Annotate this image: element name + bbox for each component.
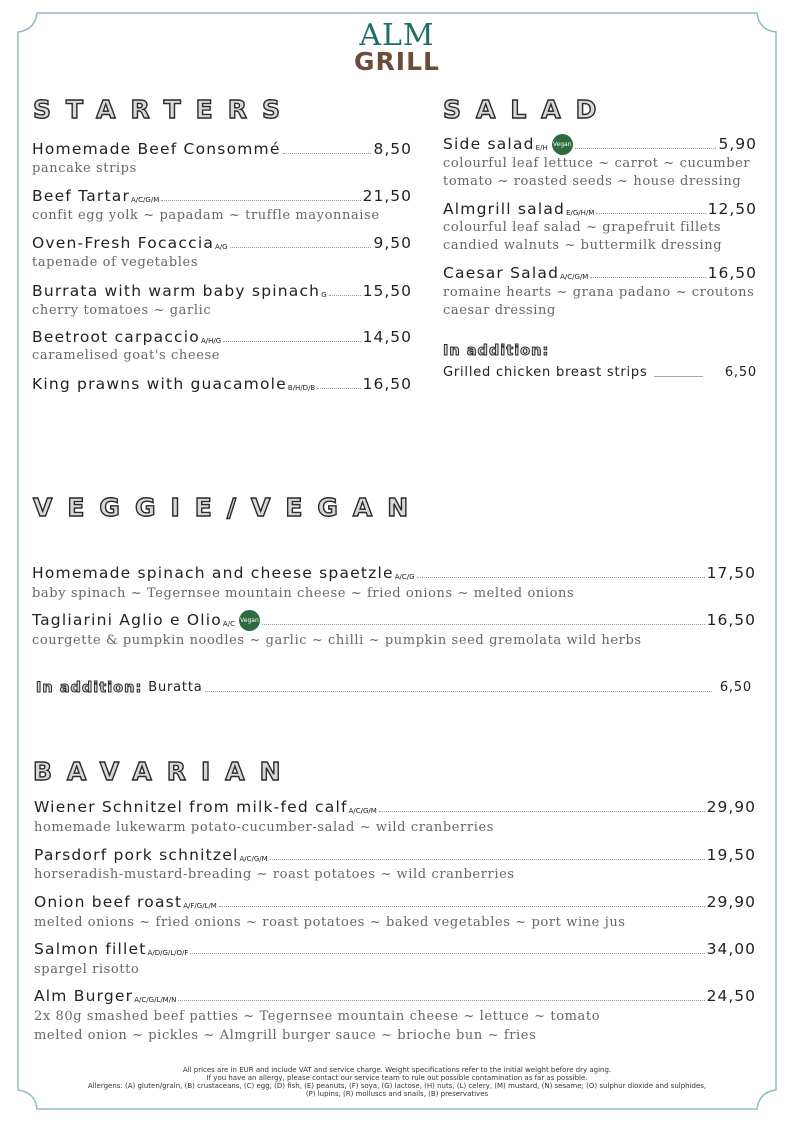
menu-item xyxy=(34,890,756,912)
logo-alm: ALM xyxy=(359,18,435,53)
leader-dots xyxy=(575,148,717,149)
allergen-codes: A/C/G/L/M/N xyxy=(134,996,177,1004)
item-price: 15,50 xyxy=(362,282,412,300)
item-name: Parsdorf pork schnitzel xyxy=(34,846,239,864)
leader-dots xyxy=(190,953,704,954)
item-name: Almgrill salad xyxy=(443,200,566,218)
allergen-codes: E/H xyxy=(535,144,548,152)
veggie-addition-row xyxy=(36,677,752,697)
item-name: Alm Burger xyxy=(34,987,134,1005)
vegan-badge-icon: Vegan xyxy=(239,610,260,631)
salad-addition-label: In addition: xyxy=(443,343,550,359)
menu-item xyxy=(32,325,412,347)
item-name: Homemade spinach and cheese spaetzle xyxy=(32,564,394,582)
item-name: Wiener Schnitzel from milk-fed calf xyxy=(34,798,348,816)
item-price: 14,50 xyxy=(362,328,412,346)
item-name: Tagliarini Aglio e Olio xyxy=(32,611,222,629)
item-price: 24,50 xyxy=(706,987,756,1005)
item-description: baby spinach ~ Tegernsee mountain cheese ~ fried onions ~ melted onions xyxy=(32,586,575,601)
item-description: caramelised goat's cheese xyxy=(32,348,221,363)
item-name: Onion beef roast xyxy=(34,893,183,911)
leader-dots xyxy=(317,388,360,389)
leader-dots xyxy=(379,811,705,812)
item-description: melted onion ~ pickles ~ Almgrill burger sauce ~ brioche bun ~ fries xyxy=(34,1028,537,1043)
item-price: 29,90 xyxy=(706,893,756,911)
menu-item xyxy=(32,231,412,253)
item-price: 17,50 xyxy=(706,564,756,582)
item-price: 16,50 xyxy=(706,611,756,629)
item-description: horseradish-mustard-breading ~ roast potatoes ~ wild cranberries xyxy=(34,867,515,882)
leader-dots xyxy=(205,691,712,692)
bavarian-heading: BAVARIAN xyxy=(33,757,296,786)
leader-dots xyxy=(283,153,372,154)
allergen-codes: A/H/G xyxy=(200,337,222,345)
item-price: 12,50 xyxy=(707,200,757,218)
menu-item xyxy=(32,279,412,301)
item-price: 8,50 xyxy=(373,140,412,158)
menu-item xyxy=(32,184,412,206)
menu-item xyxy=(34,937,756,959)
menu-item xyxy=(34,795,756,817)
item-name: Homemade Beef Consommé xyxy=(32,140,281,158)
item-price: 16,50 xyxy=(707,264,757,282)
leader-dots xyxy=(596,213,705,214)
leader-dots xyxy=(223,341,360,342)
menu-item xyxy=(32,561,756,583)
footer-notes xyxy=(40,1066,754,1098)
allergen-codes: A/F/G/L/M xyxy=(183,902,217,910)
addition-price: 6,50 xyxy=(724,365,757,380)
allergen-codes: A/C/G/M xyxy=(560,273,589,281)
footer-line: If you have an allergy, please contact our service team to rule out possible contamination as far as possible. xyxy=(206,1074,588,1082)
item-description: 2x 80g smashed beef patties ~ Tegernsee mountain cheese ~ lettuce ~ tomato xyxy=(34,1009,601,1024)
addition-item: Grilled chicken breast strips xyxy=(443,365,648,380)
allergen-codes: A/C/G xyxy=(394,573,415,581)
menu-item xyxy=(32,137,412,159)
menu-item xyxy=(32,372,412,394)
allergen-codes: A/C/G/M xyxy=(239,855,268,863)
addition-item: Buratta xyxy=(148,680,203,695)
item-description: colourful leaf lettuce ~ carrot ~ cucumber xyxy=(443,156,751,171)
leader-dots xyxy=(219,906,705,907)
leader-dots xyxy=(262,624,705,625)
allergen-codes: A/D/G/L/O/F xyxy=(147,949,189,957)
menu-item xyxy=(443,197,757,219)
item-price: 19,50 xyxy=(706,846,756,864)
item-description: cherry tomatoes ~ garlic xyxy=(32,303,212,318)
item-price: 29,90 xyxy=(706,798,756,816)
item-description: pancake strips xyxy=(32,161,137,176)
leader-dots xyxy=(417,577,705,578)
vegan-badge-icon: Vegan xyxy=(552,134,573,155)
item-name: Burrata with warm baby spinach xyxy=(32,282,321,300)
allergen-codes: A/C/G/M xyxy=(131,196,160,204)
leader-dots xyxy=(230,247,372,248)
item-description: homemade lukewarm potato-cucumber-salad ~ wild cranberries xyxy=(34,820,495,835)
item-description: spargel risotto xyxy=(34,962,140,977)
item-description: confit egg yolk ~ papadam ~ truffle mayonnaise xyxy=(32,208,380,223)
menu-item xyxy=(443,261,757,283)
allergen-codes: E/G/H/M xyxy=(566,209,595,217)
item-description: caesar dressing xyxy=(443,303,556,318)
item-name: Beef Tartar xyxy=(32,187,131,205)
item-name: Beetroot carpaccio xyxy=(32,328,200,346)
salad-heading: SALAD xyxy=(443,95,612,124)
item-name: King prawns with guacamole xyxy=(32,375,287,393)
leader-line xyxy=(654,376,703,377)
veggie-addition-label: In addition: xyxy=(36,680,143,696)
menu-item xyxy=(32,608,756,630)
item-description: courgette & pumpkin noodles ~ garlic ~ chilli ~ pumpkin seed gremolata wild herbs xyxy=(32,633,642,648)
menu-item xyxy=(34,984,756,1006)
item-description: romaine hearts ~ grana padano ~ croutons xyxy=(443,285,755,300)
item-description: melted onions ~ fried onions ~ roast potatoes ~ baked vegetables ~ port wine jus xyxy=(34,915,626,930)
starters-heading: STARTERS xyxy=(33,95,295,124)
allergen-codes: B/H/D/B xyxy=(287,384,316,392)
item-description: candied walnuts ~ buttermilk dressing xyxy=(443,238,723,253)
leader-dots xyxy=(590,277,705,278)
item-price: 21,50 xyxy=(362,187,412,205)
item-name: Caesar Salad xyxy=(443,264,560,282)
logo-grill: GRILL xyxy=(354,47,440,76)
salad-addition-row xyxy=(443,362,757,382)
leader-dots xyxy=(161,200,360,201)
item-description: tapenade of vegetables xyxy=(32,255,199,270)
item-description: colourful leaf salad ~ grapefruit fillets xyxy=(443,220,722,235)
leader-dots xyxy=(329,295,361,296)
footer-line: All prices are in EUR and include VAT and service charge. Weight specifications refer to the initial weight before dry aging. xyxy=(182,1066,612,1074)
item-price: 5,90 xyxy=(718,135,757,153)
item-name: Oven-Fresh Focaccia xyxy=(32,234,215,252)
leader-dots xyxy=(270,859,705,860)
allergen-codes: A/C/G/M xyxy=(348,807,377,815)
addition-price: 6,50 xyxy=(719,680,752,695)
veggie-heading: VEGGIE/VEGAN xyxy=(33,493,424,522)
leader-dots xyxy=(178,1000,704,1001)
allergen-codes: G xyxy=(321,291,327,299)
menu-item xyxy=(34,843,756,865)
footer-line: Allergens: (A) gluten/grain, (B) crustaceans, (C) egg, (D) fish, (E) peanuts, (F) soya, (G) lactose, (H) nuts, (L) celery, (M) mustard, (N) sesame; (O) sulphur dioxide and sulphides, xyxy=(87,1082,707,1090)
item-price: 16,50 xyxy=(362,375,412,393)
item-name: Salmon fillet xyxy=(34,940,147,958)
item-name: Side salad xyxy=(443,135,535,153)
allergen-codes: A/G xyxy=(215,243,228,251)
item-price: 9,50 xyxy=(373,234,412,252)
item-price: 34,00 xyxy=(706,940,756,958)
item-description: tomato ~ roasted seeds ~ house dressing xyxy=(443,174,742,189)
menu-item xyxy=(443,132,757,154)
allergen-codes: A/C xyxy=(222,620,235,628)
footer-line: (P) lupins, (R) molluscs and snails, (B) preservatives xyxy=(305,1090,489,1098)
